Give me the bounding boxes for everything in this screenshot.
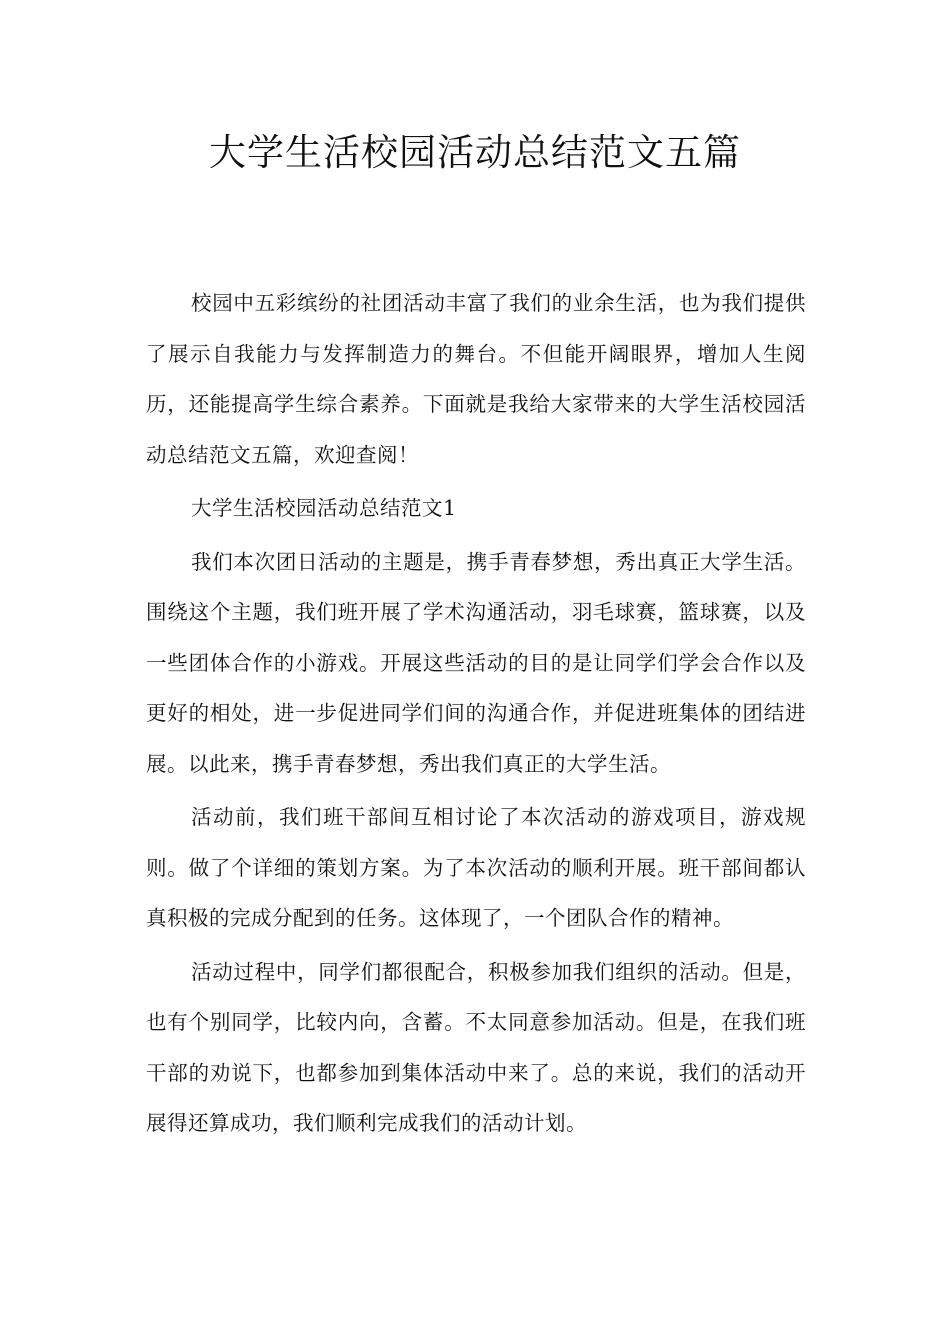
body-paragraph: 我们本次团日活动的主题是，携手青春梦想，秀出真正大学生活。围绕这个主题，我们班开展了学术沟通活动，羽毛球赛，篮球赛，以及一些团体合作的小游戏。开展这些活动的目的是让同学们学会合作以及更好的相处，进一步促进同学们间的沟通合作，并促进班集体的团结进展。以此来，携手青春梦想，秀出我们真正的大学生活。 (146, 549, 806, 776)
body-paragraph: 活动过程中，同学们都很配合，积极参加我们组织的活动。但是，也有个别同学，比较内向，含蓄。不太同意参加活动。但是，在我们班干部的劝说下，也都参加到集体活动中来了。总的来说，我们的活动开展得还算成功，我们顺利完成我们的活动计划。 (146, 959, 806, 1135)
document-body (146, 278, 806, 1152)
body-paragraph: 活动前，我们班干部间互相讨论了本次活动的游戏项目，游戏规则。做了个详细的策划方案。为了本次活动的顺利开展。班干部间都认真积极的完成分配到的任务。这体现了，一个团队合作的精神。 (146, 805, 806, 930)
document-title: 大学生活校园活动总结范文五篇 (209, 131, 741, 174)
section-heading: 大学生活校园活动总结范文1 (191, 496, 457, 520)
intro-paragraph: 校园中五彩缤纷的社团活动丰富了我们的业余生活，也为我们提供了展示自我能力与发挥制造力的舞台。不但能开阔眼界，增加人生阅历，还能提高学生综合素养。下面就是我给大家带来的大学生活校园活动总结范文五篇，欢迎查阅！ (146, 291, 806, 467)
